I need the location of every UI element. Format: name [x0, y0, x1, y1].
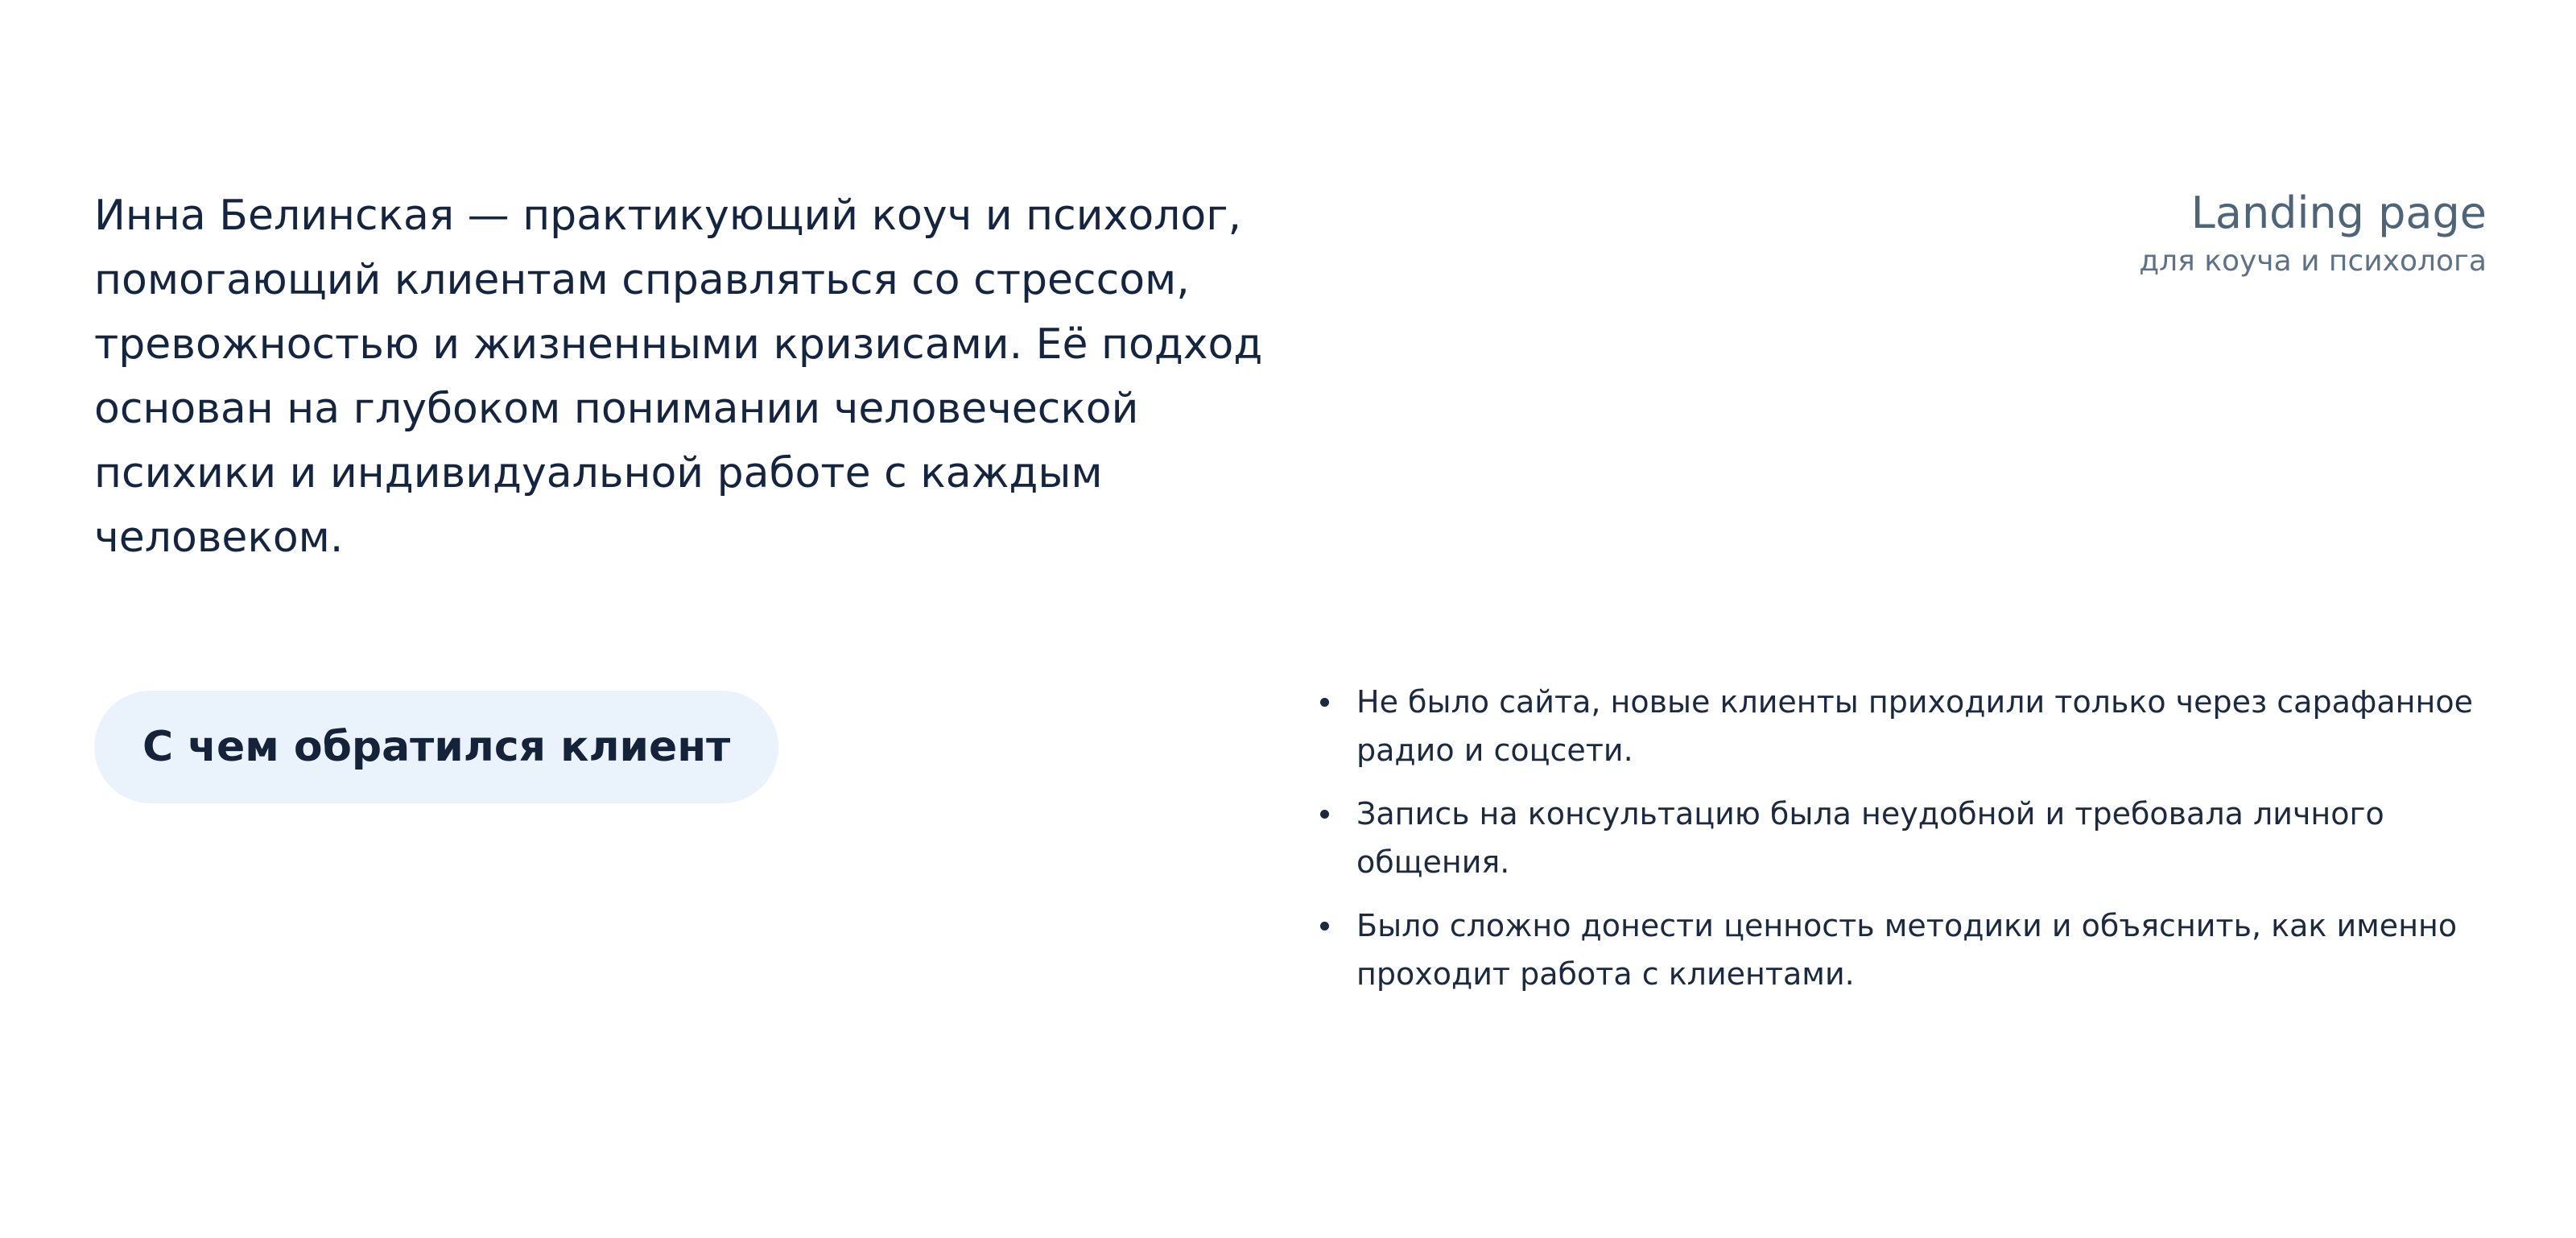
list-item-text: Было сложно донести ценность методики и объяснить, как именно проходит работа с клиентами.: [1356, 908, 2458, 992]
bullet-icon: [1320, 810, 1329, 819]
list-item-text: Не было сайта, новые клиенты приходили только через сарафанное радио и соцсети.: [1356, 684, 2473, 768]
project-label: [1843, 185, 2487, 282]
client-problems-list: [1320, 678, 2496, 1013]
project-subtitle: для коуча и психолога: [2139, 245, 2487, 278]
list-item-text: Запись на консультацию была неудобной и требовала личного общения.: [1356, 796, 2384, 880]
bullet-icon: [1320, 922, 1329, 931]
list-item: [1320, 790, 2496, 886]
list-item: [1320, 902, 2496, 998]
list-item: [1320, 678, 2496, 774]
client-description: Инна Белинская — практикующий коуч и психолог, помогающий клиентам справляться со стрессом, тревожностью и жизненными кризисами. Её подход основан на глубоком понимании человеческой психики и индивидуальной работе с каждым человеком.: [94, 192, 1263, 562]
bullet-icon: [1320, 698, 1329, 707]
project-title: Landing page: [2190, 188, 2487, 238]
section-heading-pill: С чем обратился клиент: [94, 691, 778, 803]
